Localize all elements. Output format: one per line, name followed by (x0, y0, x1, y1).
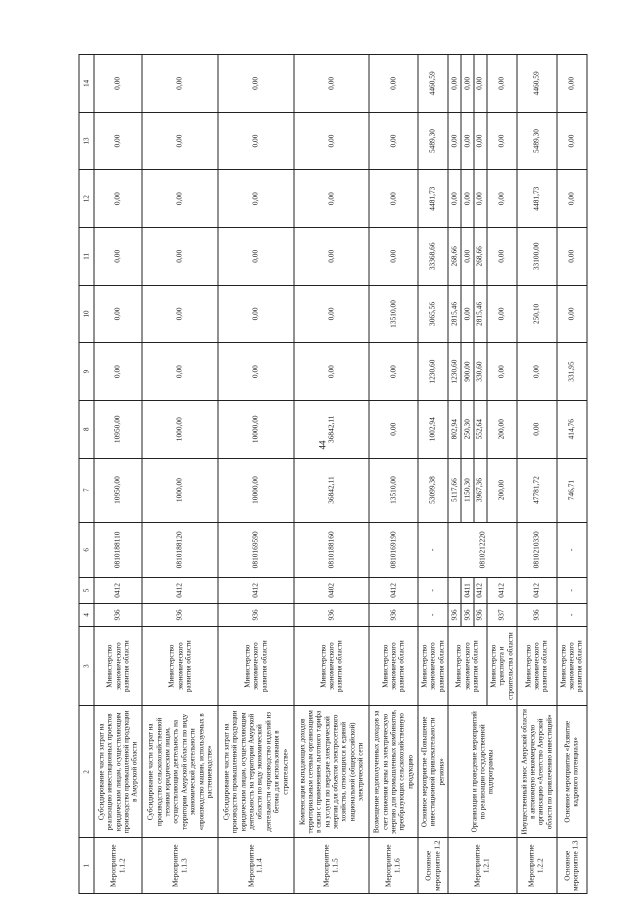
row-executor: Министерство экономического развития области (517, 627, 556, 706)
cell-c14: 0,00 (461, 55, 474, 113)
cell-c11: 0,00 (218, 227, 294, 285)
cell-c9: 0,00 (142, 343, 218, 401)
cell-c12: 0,00 (142, 170, 218, 228)
cell-c5: 0412 (218, 578, 294, 604)
cell-c7: 746,71 (557, 458, 588, 522)
table-row (448, 55, 461, 894)
cell-c13: 0,00 (294, 112, 370, 170)
row-id: Основное мероприятие 1.3 (557, 838, 588, 894)
cell-c5: - (557, 578, 588, 604)
cell-c13: 0,00 (218, 112, 294, 170)
column-number-3: 3 (79, 627, 94, 706)
table-row (142, 55, 218, 894)
cell-c12: 0,00 (94, 170, 142, 228)
cell-c5: 0412 (487, 578, 517, 604)
row-executor: Министерство экономического развития области (142, 627, 218, 706)
cell-c6: 0810169590 (218, 522, 294, 578)
cell-c9: 1230,60 (418, 343, 448, 401)
row-id: Мероприятие 1.1.2 (94, 838, 142, 894)
row-id: Мероприятие 1.2.2 (517, 838, 556, 894)
cell-c11: 0,00 (94, 227, 142, 285)
column-number-2: 2 (79, 706, 94, 838)
column-number-14: 14 (79, 55, 94, 113)
cell-c8: 1002,94 (418, 400, 448, 458)
cell-c11: 268,66 (474, 227, 487, 285)
row-executor: Министерство экономического развития области (557, 627, 588, 706)
table-row-main-event (557, 55, 588, 894)
cell-c10: 3065,56 (418, 285, 448, 343)
row-name: Субсидирование части затрат на производство промышленной продукции юридическим лицам, осуществляющим деятельность на территории Амурской области по виду экономической деятельности «производство изделий из бетона для использования в строительстве» (218, 706, 294, 838)
cell-c8: 250,30 (461, 400, 474, 458)
cell-c11: 0,00 (142, 227, 218, 285)
cell-c4: 936 (474, 603, 487, 626)
cell-c5: 0412 (142, 578, 218, 604)
cell-c14: 0,00 (557, 55, 588, 113)
cell-c7: 13510,00 (369, 458, 417, 522)
cell-c8: 10000,00 (218, 400, 294, 458)
cell-c11: 0,00 (557, 227, 588, 285)
cell-c12: 0,00 (369, 170, 417, 228)
cell-c7: 1150,30 (461, 458, 474, 522)
cell-c14: 0,00 (474, 55, 487, 113)
row-executor: Министерство транспорта и строительства области (487, 627, 517, 706)
cell-c10: 13510,00 (369, 285, 417, 343)
cell-c10: 0,00 (294, 285, 370, 343)
cell-c13: 0,00 (487, 112, 517, 170)
cell-c8: 10950,00 (94, 400, 142, 458)
cell-c6: 0810188120 (142, 522, 218, 578)
column-number-13: 13 (79, 112, 94, 170)
cell-c6: - (557, 522, 588, 578)
cell-c13: 0,00 (557, 112, 588, 170)
cell-c9: 0,00 (294, 343, 370, 401)
column-number-4: 4 (79, 603, 94, 626)
column-number-5: 5 (79, 578, 94, 604)
cell-c13: 5489,30 (418, 112, 448, 170)
column-number-11: 11 (79, 227, 94, 285)
column-number-6: 6 (79, 522, 94, 578)
cell-c4: 936 (369, 603, 417, 626)
cell-c4: - (557, 603, 588, 626)
cell-c11: 0,00 (294, 227, 370, 285)
cell-c4: 936 (218, 603, 294, 626)
cell-c13: 0,00 (94, 112, 142, 170)
cell-c14: 0,00 (94, 55, 142, 113)
cell-c12: 0,00 (461, 170, 474, 228)
cell-c9: 1230,60 (448, 343, 461, 401)
cell-c6: 0810188160 (294, 522, 370, 578)
cell-c12: 0,00 (294, 170, 370, 228)
cell-c9: 0,00 (94, 343, 142, 401)
cell-c5: - (418, 578, 448, 604)
cell-c11: 33100,00 (517, 227, 556, 285)
column-number-10: 10 (79, 285, 94, 343)
cell-c10: 0,00 (461, 285, 474, 343)
cell-c12: 0,00 (474, 170, 487, 228)
cell-c7: 5117,66 (448, 458, 461, 522)
cell-c8: 1000,00 (142, 400, 218, 458)
cell-c9: 331,95 (557, 343, 588, 401)
cell-c7: 1000,00 (142, 458, 218, 522)
cell-c5: 0411 (461, 578, 474, 604)
cell-c13: 0,00 (369, 112, 417, 170)
cell-c12: 0,00 (218, 170, 294, 228)
cell-c9: 0,00 (218, 343, 294, 401)
cell-c10: 0,00 (218, 285, 294, 343)
cell-c14: 0,00 (487, 55, 517, 113)
column-number-row (79, 55, 94, 894)
cell-c14: 0,00 (448, 55, 461, 113)
cell-c4: 936 (448, 603, 461, 626)
cell-c5: 0402 (294, 578, 370, 604)
cell-c7: 200,00 (487, 458, 517, 522)
row-id: Мероприятие 1.1.4 (218, 838, 294, 894)
cell-c9: 0,00 (369, 343, 417, 401)
cell-c7: 3967,36 (474, 458, 487, 522)
cell-c10: 0,00 (487, 285, 517, 343)
cell-c14: 4460,59 (418, 55, 448, 113)
row-name: Компенсация выпадающих доходов территориальным сетевым организациям в связи с применением льготного тарифа на услуги по передаче электрической энергии для объектов электросетевого хозяйства, относящихся к единой национальной (общероссийской) электрической сети (294, 706, 370, 838)
table-row (369, 55, 417, 894)
row-id: Мероприятие 1.2.1 (448, 838, 517, 894)
cell-c11: 0,00 (487, 227, 517, 285)
table-row (218, 55, 294, 894)
cell-c9: 900,00 (461, 343, 474, 401)
row-name: Возмещение недополученных доходов за счет снижения цены на электрическую энергию для промышленных комбинатов, преобразующих сельскохозяйственную продукцию (369, 706, 417, 838)
row-executor: Министерство экономического развития области (294, 627, 370, 706)
row-id: Мероприятие 1.1.5 (294, 838, 370, 894)
cell-c8: 802,94 (448, 400, 461, 458)
cell-c12: 4481,73 (418, 170, 448, 228)
cell-c8: 0,00 (369, 400, 417, 458)
cell-c8: 0,00 (517, 400, 556, 458)
cell-c6: 0810169190 (369, 522, 417, 578)
cell-c8: 36842,11 (294, 400, 370, 458)
cell-c14: 0,00 (218, 55, 294, 113)
cell-c8: 200,00 (487, 400, 517, 458)
cell-c5: 0412 (474, 578, 487, 604)
cell-c11: 33368,66 (418, 227, 448, 285)
row-executor: Министерство экономического развития области (418, 627, 448, 706)
row-id: Мероприятие 1.1.6 (369, 838, 417, 894)
cell-c14: 0,00 (369, 55, 417, 113)
cell-c5: 0412 (94, 578, 142, 604)
row-executor: Министерство экономического развития области (448, 627, 486, 706)
cell-c4: 936 (461, 603, 474, 626)
cell-c4: 936 (94, 603, 142, 626)
cell-c9: 0,00 (487, 343, 517, 401)
column-number-8: 8 (79, 400, 94, 458)
cell-c13: 0,00 (461, 112, 474, 170)
cell-c10: 0,00 (557, 285, 588, 343)
cell-c7: 53099,38 (418, 458, 448, 522)
cell-c9: 330,60 (474, 343, 487, 401)
cell-c4: 936 (142, 603, 218, 626)
page-number: 44 (317, 440, 328, 450)
row-name: Основное мероприятие «Развитие кадрового потенциала» (557, 706, 588, 838)
row-id: Основное мероприятие 1.2 (418, 838, 448, 894)
cell-c7: 36842,11 (294, 458, 370, 522)
cell-c6: - (418, 522, 448, 578)
cell-c10: 2815,46 (448, 285, 461, 343)
cell-c12: 4481,73 (517, 170, 556, 228)
cell-c12: 0,00 (487, 170, 517, 228)
cell-c9: 0,00 (517, 343, 556, 401)
table-row-main-event (418, 55, 448, 894)
cell-c7: 10950,00 (94, 458, 142, 522)
row-name: Имущественный взнос Амурской области в автономную некоммерческую организацию «Агентство Амурской области по привлечению инвестиций» (517, 706, 556, 838)
cell-c8: 414,76 (557, 400, 588, 458)
cell-c5: 0412 (369, 578, 417, 604)
cell-c5: 0412 (517, 578, 556, 604)
cell-c4: 937 (487, 603, 517, 626)
cell-c10: 0,00 (142, 285, 218, 343)
cell-c4: 936 (294, 603, 370, 626)
table-row (94, 55, 142, 894)
cell-c13: 5489,30 (517, 112, 556, 170)
cell-c14: 4460,59 (517, 55, 556, 113)
column-number-7: 7 (79, 458, 94, 522)
row-name: Организация и проведение мероприятий по реализации государственной подпрограммы (448, 706, 517, 838)
cell-c6: 0810210330 (517, 522, 556, 578)
cell-c4: - (418, 603, 448, 626)
row-executor: Министерство экономического развития области (369, 627, 417, 706)
cell-c8: 552,64 (474, 400, 487, 458)
cell-c7: 47781,72 (517, 458, 556, 522)
row-name: Субсидирование части затрат на производство сельскохозяйственной техники юридическим лицам, осуществляющим деятельность на территории Амурской области по виду экономической деятельности «производство машин, используемых в растениеводстве» (142, 706, 218, 838)
row-id: Мероприятие 1.1.3 (142, 838, 218, 894)
cell-c6: 0810212220 (448, 522, 517, 578)
cell-c10: 250,10 (517, 285, 556, 343)
cell-c12: 0,00 (448, 170, 461, 228)
table-row (517, 55, 556, 894)
cell-c12: 0,00 (557, 170, 588, 228)
cell-c14: 0,00 (142, 55, 218, 113)
table-row (294, 55, 370, 894)
cell-c5 (448, 578, 461, 604)
cell-c10: 0,00 (94, 285, 142, 343)
column-number-12: 12 (79, 170, 94, 228)
column-number-1: 1 (79, 838, 94, 894)
cell-c13: 0,00 (474, 112, 487, 170)
budget-table (79, 54, 588, 894)
cell-c13: 0,00 (142, 112, 218, 170)
cell-c14: 0,00 (294, 55, 370, 113)
column-number-9: 9 (79, 343, 94, 401)
cell-c7: 10000,00 (218, 458, 294, 522)
row-name: Субсидирование части затрат на реализацию инвестиционных проектов юридическим лицам, осуществляющим производство промышленной продукции в Амурской области (94, 706, 142, 838)
cell-c13: 0,00 (448, 112, 461, 170)
row-name: Основное мероприятие «Повышение инвестиционной привлекательности региона» (418, 706, 448, 838)
cell-c11: 0,00 (461, 227, 474, 285)
cell-c11: 268,66 (448, 227, 461, 285)
cell-c4: 936 (517, 603, 556, 626)
cell-c10: 2815,46 (474, 285, 487, 343)
budget-table-sheet (79, 54, 588, 894)
row-executor: Министерство экономического развития области (94, 627, 142, 706)
cell-c6: 0810188110 (94, 522, 142, 578)
row-executor: Министерство экономического развития области (218, 627, 294, 706)
cell-c11: 0,00 (369, 227, 417, 285)
